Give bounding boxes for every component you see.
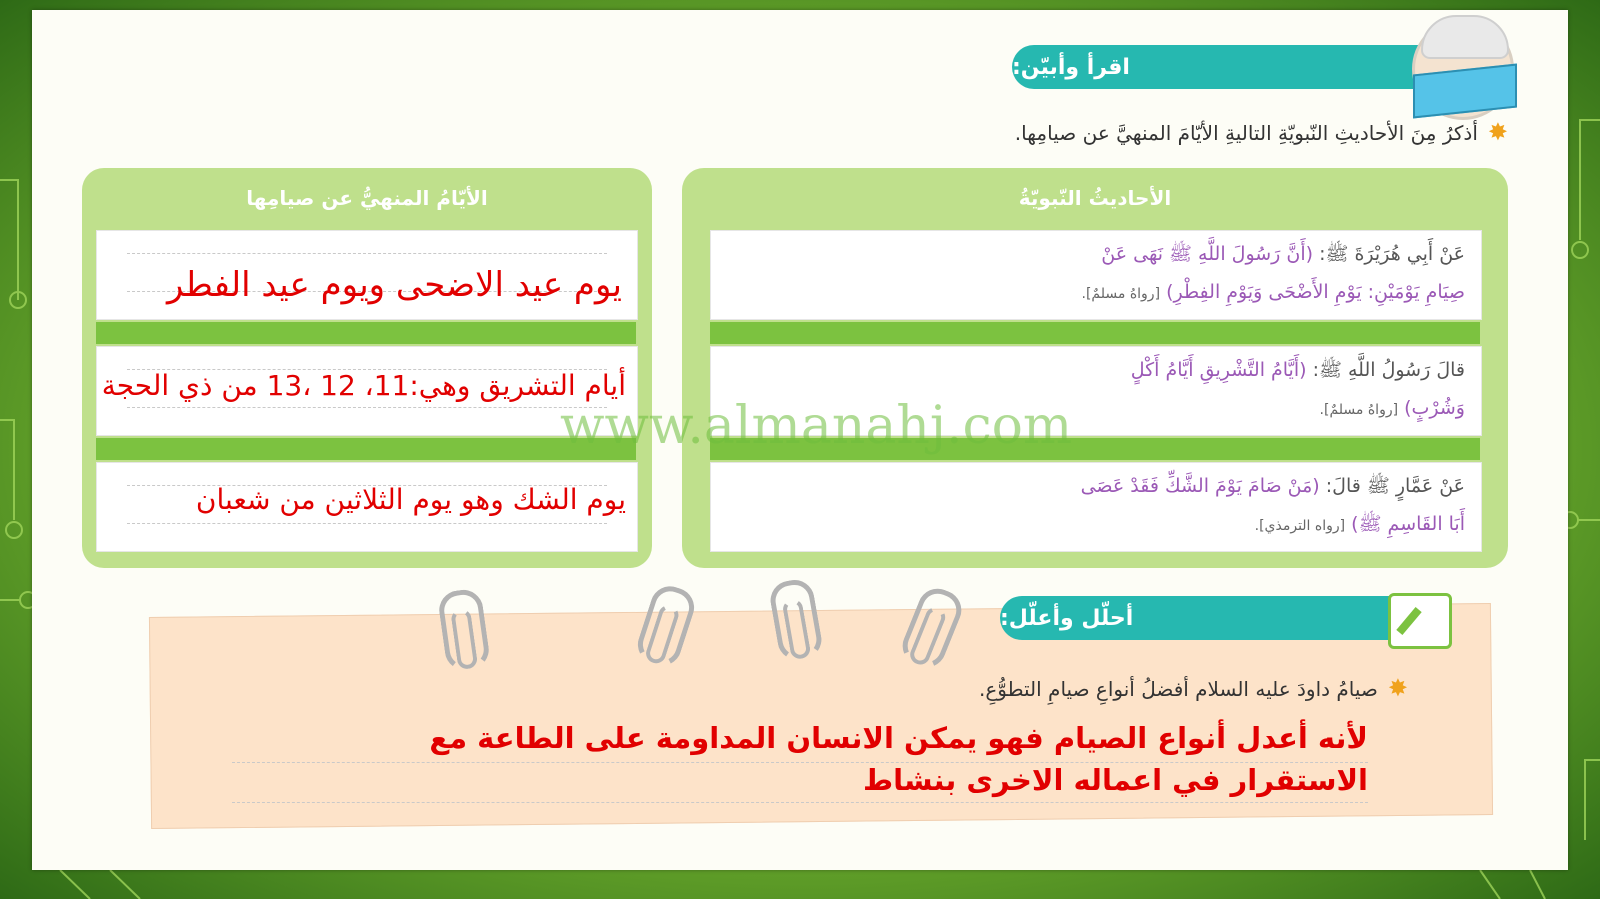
edit-note-icon bbox=[1388, 593, 1452, 649]
hadith-box-3 bbox=[710, 462, 1482, 552]
hadith-text-3: عَنْ عَمَّارٍ ﷺ قالَ: (مَنْ صَامَ يَوْمَ الشَّكِّ فَقَدْ عَصَى أَبَا القَاسِمِ ﷺ) [رواه الترمذي]. bbox=[1080, 475, 1465, 535]
read-and-explain-title: اقرأ وأبيّن: bbox=[1012, 54, 1130, 80]
analyze-and-justify-title: أحلّل وأعلّل: bbox=[1000, 605, 1134, 631]
hadith-box-1 bbox=[710, 230, 1482, 320]
analysis-answer-line-2: الاستقرار في اعماله الاخرى بنشاط bbox=[862, 763, 1368, 797]
hadiths-panel-title: الأحاديثُ النّبويّةُ bbox=[1018, 186, 1172, 210]
star-icon: ✸ bbox=[1487, 118, 1508, 146]
hadith-text-1: عَنْ أَبِي هُرَيْرَةَ ﷺ: (أَنَّ رَسُولَ اللَّهِ ﷺ نَهَى عَنْ صِيَامِ يَوْمَيْنِ: يَوْمِ الأَضْحَى وَيَوْمِ الفِطْرِ) [رواهُ مسلمٌ]. bbox=[1081, 243, 1465, 303]
section2-instruction bbox=[979, 674, 1408, 702]
star-icon: ✸ bbox=[1387, 674, 1408, 702]
watermark-text: www.almanahj.com bbox=[560, 396, 1073, 456]
analyze-and-justify-header bbox=[1000, 596, 1420, 640]
answer-text-1: يوم عيد الاضحى ويوم عيد الفطر bbox=[166, 265, 622, 305]
section1-instruction bbox=[1015, 118, 1508, 146]
answer-line-2 bbox=[232, 802, 1368, 803]
answer-text-2: أيام التشريق وهي:11، 12 ،13 من ذي الحجة bbox=[101, 369, 626, 402]
forbidden-days-panel-title: الأيّامُ المنهيُّ عن صيامِها bbox=[246, 186, 488, 210]
answer-divider-1 bbox=[96, 322, 636, 344]
hadiths-panel bbox=[682, 168, 1508, 568]
answer-divider-2 bbox=[96, 438, 636, 460]
read-and-explain-header bbox=[1012, 45, 1442, 89]
section1-instruction-text: أذكرُ مِنَ الأحاديثِ النّبويّةِ التاليةِ الأيّامَ المنهيَّ عن صيامِها. bbox=[1014, 121, 1478, 145]
hadith-text-2: قالَ رَسُولُ اللَّهِ ﷺ: (أَيَّامُ التَّشْرِيقِ أَيَّامُ أَكْلٍ وَشُرْبٍ) [رواهُ مسلمٌ]. bbox=[1130, 359, 1465, 419]
student-reading-icon bbox=[1412, 18, 1514, 120]
worksheet-slide bbox=[32, 10, 1568, 870]
analysis-answer-line-1: لأنه أعدل أنواع الصيام فهو يمكن الانسان المداومة على الطاعة مع bbox=[429, 721, 1368, 755]
section2-instruction-text: صيامُ داودَ عليه السلام أفضلُ أنواعِ صيامِ التطوُّعِ. bbox=[978, 677, 1378, 701]
answer-text-3: يوم الشك وهو يوم الثلاثين من شعبان bbox=[195, 483, 626, 516]
hadith-divider-1 bbox=[710, 322, 1480, 344]
